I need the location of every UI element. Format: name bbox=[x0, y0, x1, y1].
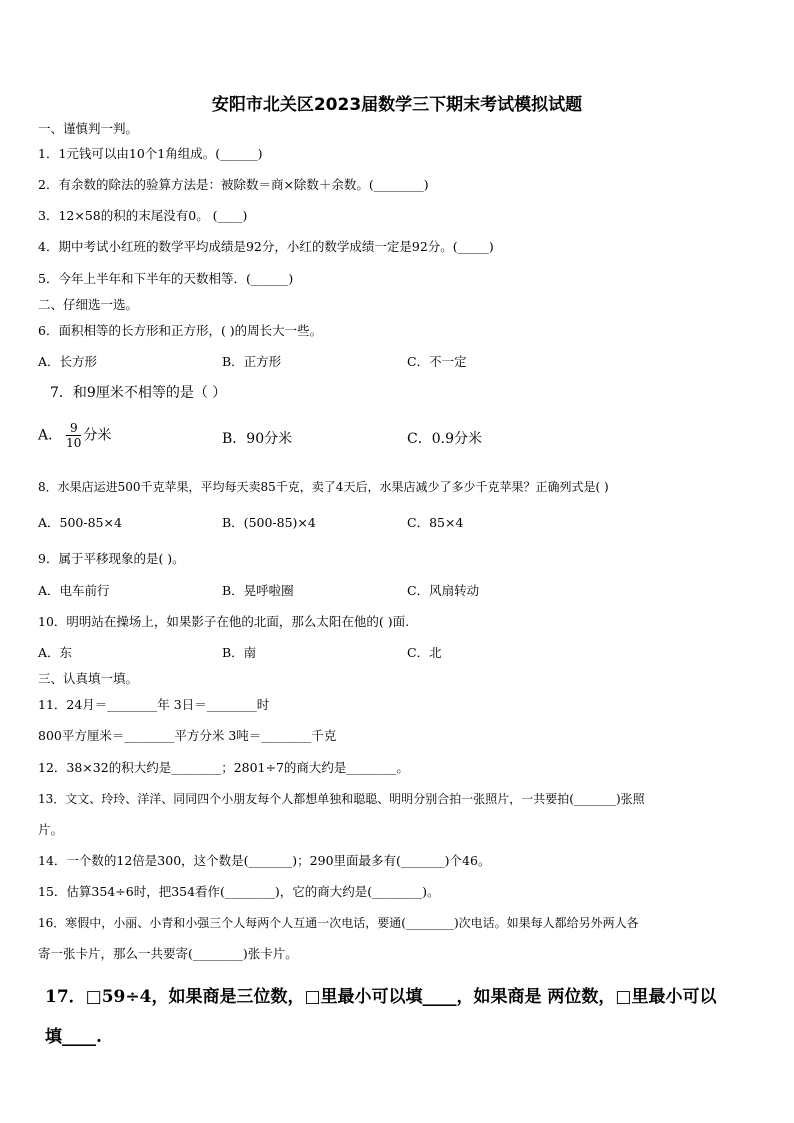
question-10-option-c: C．北 bbox=[407, 645, 442, 660]
section-heading-3: 三、认真填一填。 bbox=[38, 671, 139, 686]
question-6-stem: 6．面积相等的长方形和正方形，( )的周长大一些。 bbox=[38, 323, 323, 338]
question-11-line-1: 11．24月＝________年 3日＝________时 bbox=[38, 697, 270, 712]
question-7-stem: 7．和9厘米不相等的是（ ） bbox=[50, 385, 227, 401]
option-a-unit: 分米 bbox=[83, 427, 112, 444]
question-8-option-b: B．(500-85)×4 bbox=[222, 515, 316, 530]
question-11-line-2: 800平方厘米＝________平方分米 3吨＝________千克 bbox=[38, 728, 337, 743]
question-5: 5．今年上半年和下半年的天数相等．(______) bbox=[38, 271, 294, 286]
question-13-line-1: 13．文文、玲玲、洋洋、同同四个小朋友每个人都想单独和聪聪、明明分别合拍一张照片，一共要拍(_______)张照 bbox=[38, 792, 645, 806]
question-6-option-c: C．不一定 bbox=[407, 354, 467, 369]
question-9-option-b: B．晃呼啦圈 bbox=[222, 583, 294, 598]
question-9-option-c: C．风扇转动 bbox=[407, 583, 480, 598]
question-6-option-b: B．正方形 bbox=[222, 354, 282, 369]
question-7-option-c: C．0.9分米 bbox=[407, 431, 482, 447]
option-a-prefix: A． bbox=[38, 427, 63, 444]
question-8-option-a: A．500-85×4 bbox=[38, 515, 122, 530]
question-1: 1．1元钱可以由10个1角组成。(______) bbox=[38, 146, 263, 161]
question-16-line-2: 寄一张卡片，那么一共要寄(________)张卡片。 bbox=[38, 946, 298, 961]
question-7-option-a bbox=[38, 421, 111, 450]
section-heading-2: 二、仔细选一选。 bbox=[38, 297, 139, 312]
fraction-denominator: 10 bbox=[66, 436, 82, 450]
question-14: 14．一个数的12倍是300，这个数是(_______)；290里面最多有(_______)个46。 bbox=[38, 853, 491, 868]
question-6-option-a: A．长方形 bbox=[38, 354, 98, 369]
question-12: 12．38×32的积大约是________；2801÷7的商大约是________。 bbox=[38, 760, 409, 775]
question-16-line-1: 16．寒假中，小丽、小青和小强三个人每两个人互通一次电话，要通(________)次电话。如果每人都给另外两人各 bbox=[38, 916, 639, 930]
question-9-option-a: A．电车前行 bbox=[38, 583, 110, 598]
fraction bbox=[66, 421, 81, 450]
question-3: 3．12×58的积的末尾没有0。 (____) bbox=[38, 208, 248, 223]
question-15: 15．估算354÷6时，把354看作(________)，它的商大约是(________)。 bbox=[38, 884, 440, 899]
question-7-option-b: B．90分米 bbox=[222, 431, 293, 447]
question-17-line-1: 17．□59÷4，如果商是三位数，□里最小可以填____，如果商是 两位数，□里最小可以 bbox=[45, 987, 717, 1007]
question-8-stem: 8．水果店运进500千克苹果，平均每天卖85千克，卖了4天后，水果店减少了多少千克苹果？正确列式是( ) bbox=[38, 480, 609, 494]
question-10-option-b: B．南 bbox=[222, 645, 257, 660]
question-9-stem: 9．属于平移现象的是( )。 bbox=[38, 551, 185, 566]
section-heading-1: 一、谨慎判一判。 bbox=[38, 121, 139, 136]
page-title: 安阳市北关区2023届数学三下期末考试模拟试题 bbox=[211, 95, 583, 115]
question-4: 4．期中考试小红班的数学平均成绩是92分，小红的数学成绩一定是92分。(_____) bbox=[38, 239, 494, 254]
question-8-option-c: C．85×4 bbox=[407, 515, 464, 530]
question-10-option-a: A．东 bbox=[38, 645, 73, 660]
question-2: 2．有余数的除法的验算方法是：被除数＝商×除数＋余数。(________) bbox=[38, 177, 429, 192]
fraction-numerator: 9 bbox=[66, 421, 81, 436]
question-13-line-2: 片。 bbox=[38, 822, 64, 837]
question-17-line-2: 填____. bbox=[45, 1027, 102, 1047]
question-10-stem: 10．明明站在操场上，如果影子在他的北面，那么太阳在他的( )面. bbox=[38, 614, 410, 629]
